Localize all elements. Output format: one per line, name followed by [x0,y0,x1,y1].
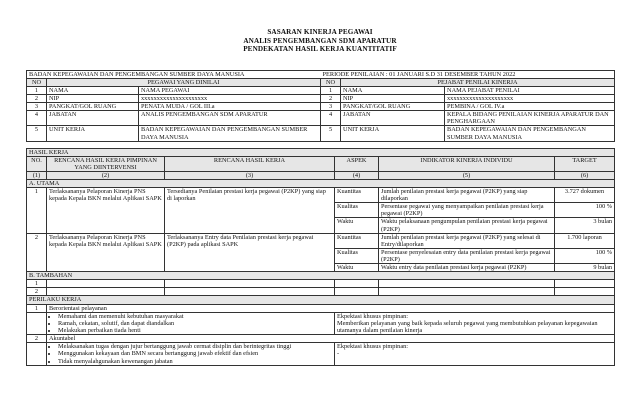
field-value: xxxxxxxxxxxxxxxxxxxxx [445,95,615,103]
field-label: NIP [47,95,139,103]
column-header: ASPEK [335,156,379,171]
ekspektasi [335,343,615,365]
target: 3.727 dokumen [555,188,615,203]
column-header: RENCANA HASIL KERJA PIMPINAN YANG DIINTERVENSI [47,156,165,171]
table-row [27,280,615,288]
ekspektasi [335,313,615,335]
indikator: Waktu pelaksanaan pengumpulan penilaian prestasi kerja pegawai (P2KP) [379,218,555,233]
agency-name: BADAN KEPEGAWAIAN DAN PENGEMBANGAN SUMBER DAYA MANUSIA [27,70,321,78]
identity-row [27,95,615,103]
ekspektasi-value: - [337,350,340,358]
dinilai-header: PEGAWAI YANG DINILAI [47,78,321,86]
row-number: 3 [27,103,47,111]
row-number: 1 [321,86,341,94]
field-label: PANGKAT/GOL RUANG [47,103,139,111]
table-row [27,188,615,203]
field-value: BADAN KEPEGAWAIAN DAN PENGEMBANGAN SUMBER DAYA MANUSIA [445,126,615,141]
row-number: 5 [321,126,341,141]
list-item: • Memahami dan memenuhi kebutuhan masyarakat [58,313,332,320]
indikator: Jumlah penilaian prestasi kerja pegawai (P2KP) yang siap dilaporkan [379,188,555,203]
row-number: 2 [27,233,47,271]
column-header: TARGET [555,156,615,171]
list-item: • Ramah, cekatan, solutif, dan dapat diandalkan [58,320,332,327]
target: 100 % [555,248,615,263]
title-line-1: SASARAN KINERJA PEGAWAI [267,28,373,36]
aspek: Kualitas [335,203,379,218]
column-number-row [27,171,615,179]
target: 9 bulan [555,264,615,272]
indikator: Jumlah penilaian prestasi kerja pegawai (P2KP) yang selesai di Entry/dilaporkan [379,233,555,248]
column-number: (5) [379,171,555,179]
row-number: 2 [27,335,47,343]
row-number: 3 [321,103,341,111]
ekspektasi-value: Memberikan pelayanan yang baik kepada seluruh pegawai yang membutuhkan pelayanan kepegawaian utamanya dalam penilaian kinerja [337,320,598,335]
identity-row [27,86,615,94]
field-value: BADAN KEPEGAWAIAN DAN PENGEMBANGAN SUMBER DAYA MANUSIA [139,126,321,141]
column-number: (4) [335,171,379,179]
rencana-hasil-kerja: Terlaksananya Entry data Penilaian prestasi kerja pegawai (P2KP) pada aplikasi SAPK [165,233,335,271]
field-label: NIP [341,95,445,103]
target: 100 % [555,203,615,218]
target: 3 bulan [555,218,615,233]
row-number: 1 [27,280,47,288]
rencana-pimpinan: Terlaksananya Pelaporan Kinerja PNS kepada Kepala BKN melalui Aplikasi SAPK [47,233,165,271]
aspek: Waktu [335,218,379,233]
column-number: (3) [165,171,335,179]
identity-row [27,126,615,141]
row-number: 1 [27,86,47,94]
aspek: Kualitas [335,248,379,263]
row-number: 4 [321,111,341,126]
table-row [27,288,615,296]
field-value: NAMA PEGAWAI [139,86,321,94]
penilai-header: PEJABAT PENILAI KINERJA [341,78,615,86]
perilaku-row [27,304,615,312]
rencana-hasil-kerja: Tersedianya Penilaian prestasi kerja pegawai (P2KP) yang siap di laporkan [165,188,335,234]
no-header: NO [321,78,341,86]
row-number: 2 [27,95,47,103]
field-value: KEPALA BIDANG PENILAIAN KINERJA APARATUR DAN PENGHARGAAN [445,111,615,126]
field-value: PENATA MUDA / GOL III.a [139,103,321,111]
row-number: 4 [27,111,47,126]
table-row [27,233,615,248]
perilaku-detail-row [27,343,615,365]
field-label: NAMA [341,86,445,94]
column-number: (6) [555,171,615,179]
identity-row [27,103,615,111]
period: PERIODE PENILAIAN : 01 JANUARI S.D 31 DESEMBER TAHUN 2022 [321,70,615,78]
field-value: NAMA PEJABAT PENILAI [445,86,615,94]
perilaku-detail-row [27,313,615,335]
perilaku-title: Akuntabel [47,335,615,343]
hasil-kerja-table [26,148,615,305]
title-line-2: ANALIS PENGEMBANGAN SDM APARATUR [243,36,397,45]
column-header: RENCANA HASIL KERJA [165,156,335,171]
column-header: NO. [27,156,47,171]
indikator: Persentase penyelesaian entry data penilaian prestasi kerja pegawai (P2KP) [379,248,555,263]
identity-row [27,111,615,126]
list-item: • Melaksanakan tugas dengan jujur bertanggung jawab cermat disiplin dan berintegritas tinggi [58,343,332,350]
aspek: Waktu [335,264,379,272]
perilaku-kerja-table [26,304,615,366]
row-number: 5 [27,126,47,141]
field-value: PEMBINA / GOL IV.a [445,103,615,111]
list-item: • Menggunakan kekayaan dan BMN secara bertanggung jawab efektif dan efsien [58,350,332,357]
column-header: INDIKATOR KINERJA INDIVIDU [379,156,555,171]
column-number: (1) [27,171,47,179]
perilaku-title: Berorientasi pelayanan [47,304,615,312]
title-line-3: PENDEKATAN HASIL KERJA KUANTITATIF [243,45,397,54]
field-value: xxxxxxxxxxxxxxxxxxxxx [139,95,321,103]
aspek: Kuantitas [335,233,379,248]
aspek: Kuantitas [335,188,379,203]
ekspektasi-label: Ekpektasi khusus pimpinan: [337,313,409,320]
document-titles [26,0,614,54]
no-header: NO [27,78,47,86]
section-title: HASIL KERJA [27,148,615,156]
field-label: NAMA [47,86,139,94]
row-number: 2 [321,95,341,103]
row-number: 1 [27,188,47,234]
column-header-row [27,156,615,171]
group-tambahan: B. TAMBAHAN [27,272,615,280]
group-utama: A. UTAMA [27,180,615,188]
list-item: • Tidak menyalahgunakan kewenangan jabatan [58,358,332,365]
field-label: JABATAN [47,111,139,126]
field-value: ANALIS PENGEMBANGAN SDM APARATUR [139,111,321,126]
rencana-pimpinan: Terlaksananya Pelaporan Kinerja PNS kepada Kepala BKN melalui Aplikasi SAPK [47,188,165,234]
row-number: 1 [27,304,47,312]
indikator: Persentase pegawai yang menyampaikan penilaian prestasi kerja pegawai (P2KP) [379,203,555,218]
identity-table [26,70,615,142]
list-item: • Melakukan perbaikan tiada henti [58,327,332,334]
target: 1.700 laporan [555,233,615,248]
perilaku-points [47,313,335,335]
perilaku-row [27,335,615,343]
ekspektasi-label: Ekpektasi khusus pimpinan: [337,343,409,351]
row-number: 2 [27,288,47,296]
field-label: UNIT KERJA [341,126,445,141]
section-title: PERILAKU KERJA [27,296,615,304]
perilaku-points [47,343,335,365]
indikator: Waktu entry data penilaian prestasi kerja pegawai (P2KP) [379,264,555,272]
skp-document [26,0,614,416]
field-label: PANGKAT/GOL RUANG [341,103,445,111]
column-number: (2) [47,171,165,179]
field-label: JABATAN [341,111,445,126]
field-label: UNIT KERJA [47,126,139,141]
